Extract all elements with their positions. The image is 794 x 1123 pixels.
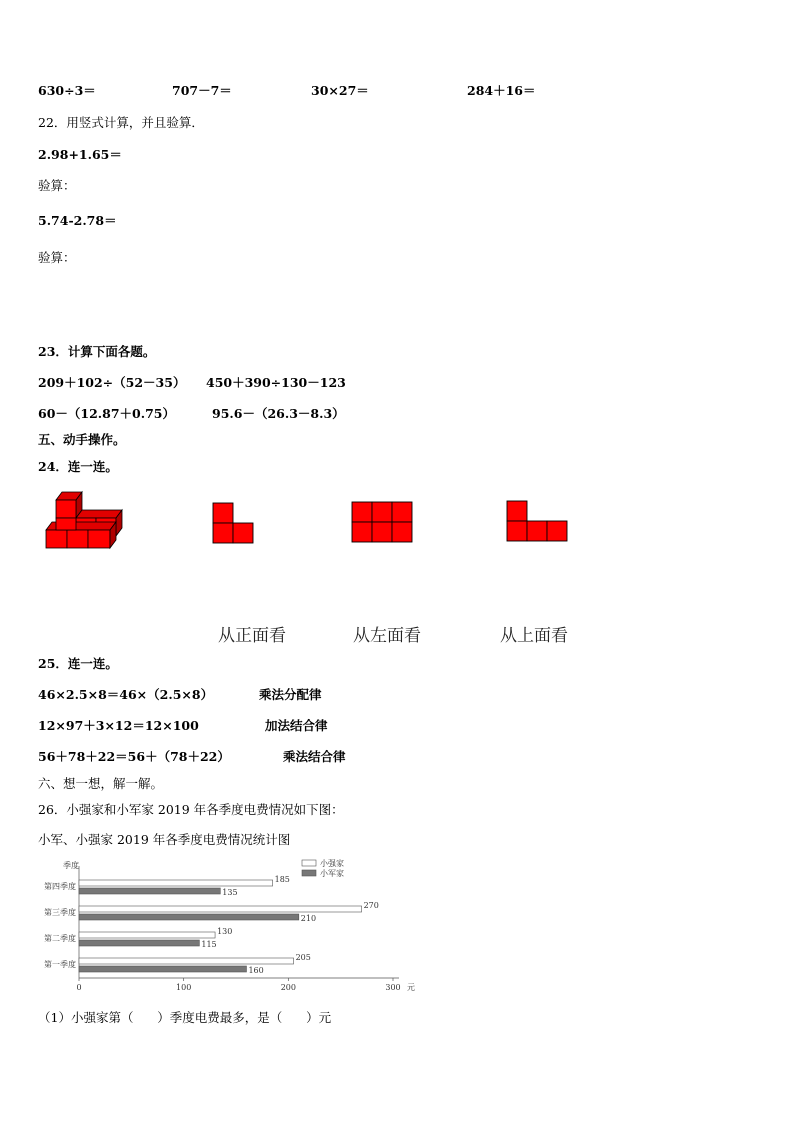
cube-3d-figure	[44, 490, 126, 550]
electricity-bar-chart	[36, 858, 415, 993]
data-label-xiaoqiang: 270	[363, 901, 379, 910]
q23-item2: 450＋390÷130－123	[206, 375, 346, 390]
x-tick-label: 300	[385, 983, 401, 992]
legend-swatch	[302, 870, 316, 876]
legend-swatch	[302, 860, 316, 866]
y-axis-label: 季度	[63, 861, 79, 870]
expr-284-plus-16: 284＋16＝	[467, 83, 536, 98]
data-label-xiaojun: 115	[201, 940, 217, 949]
x-tick-label: 100	[176, 983, 192, 992]
label-top-view: 从上面看	[500, 626, 568, 646]
q25-title: 25．连一连。	[38, 656, 118, 671]
legend-label: 小强家	[320, 859, 344, 868]
q22-expr2: 5.74-2.78＝	[38, 213, 117, 228]
data-label-xiaoqiang: 205	[295, 953, 311, 962]
chart-title: 小军、小强家 2019 年各季度电费情况统计图	[38, 832, 291, 847]
expr-630-div-3: 630÷3＝	[38, 83, 96, 98]
bar-xiaojun	[79, 888, 220, 894]
bar-xiaoqiang	[79, 906, 362, 912]
data-label-xiaojun: 160	[248, 966, 264, 975]
x-tick-label: 200	[280, 983, 296, 992]
view-shape-l-long	[506, 500, 568, 542]
bar-xiaojun	[79, 966, 246, 972]
expr-707-minus-7: 707－7＝	[172, 83, 232, 98]
category-label: 第二季度	[44, 934, 76, 943]
q23-item1: 209＋102÷（52－35）	[38, 375, 186, 390]
q25-law1: 乘法分配律	[259, 687, 322, 702]
q22-check1: 验算：	[38, 178, 76, 193]
bar-xiaoqiang	[79, 932, 215, 938]
data-label-xiaoqiang: 185	[274, 875, 290, 884]
category-label: 第四季度	[44, 882, 76, 891]
q23-title: 23．计算下面各题。	[38, 344, 156, 359]
q25-law3: 乘法结合律	[283, 749, 346, 764]
expr-30-times-27: 30×27＝	[311, 83, 369, 98]
bar-xiaojun	[79, 940, 199, 946]
category-label: 第一季度	[44, 960, 76, 969]
data-label-xiaoqiang: 130	[217, 927, 233, 936]
q25-expr1: 46×2.5×8＝46×（2.5×8）	[38, 687, 214, 702]
q23-item3: 60－（12.87＋0.75）	[38, 406, 175, 421]
view-shape-l-small	[212, 502, 254, 544]
view-shape-grid	[351, 501, 413, 543]
q25-expr2: 12×97＋3×12＝12×100	[38, 718, 199, 733]
q23-item4: 95.6－（26.3－8.3）	[212, 406, 345, 421]
q26-title: 26．小强家和小军家 2019 年各季度电费情况如下图：	[38, 802, 344, 817]
q24-title: 24．连一连。	[38, 459, 118, 474]
section-6-title: 六、想一想，解一解。	[38, 776, 164, 791]
legend-label: 小军家	[320, 869, 344, 878]
x-axis-label: 元	[407, 983, 415, 992]
data-label-xiaojun: 135	[222, 888, 238, 897]
x-tick-label: 0	[76, 983, 82, 992]
data-label-xiaojun: 210	[300, 914, 317, 923]
bar-xiaoqiang	[79, 880, 273, 886]
q26-question1: （1）小强家第（ ）季度电费最多，是（ ）元	[38, 1010, 332, 1025]
q22-expr1: 2.98+1.65＝	[38, 147, 122, 162]
label-front-view: 从正面看	[218, 626, 286, 646]
q25-law2: 加法结合律	[265, 718, 328, 733]
q22-check2: 验算：	[38, 250, 76, 265]
label-left-view: 从左面看	[353, 626, 421, 646]
q25-expr3: 56＋78＋22＝56＋（78＋22）	[38, 749, 230, 764]
bar-xiaojun	[79, 914, 299, 920]
bar-xiaoqiang	[79, 958, 294, 964]
q22-title: 22．用竖式计算，并且验算．	[38, 115, 204, 130]
section-5-title: 五、动手操作。	[38, 432, 126, 447]
category-label: 第三季度	[44, 908, 76, 917]
